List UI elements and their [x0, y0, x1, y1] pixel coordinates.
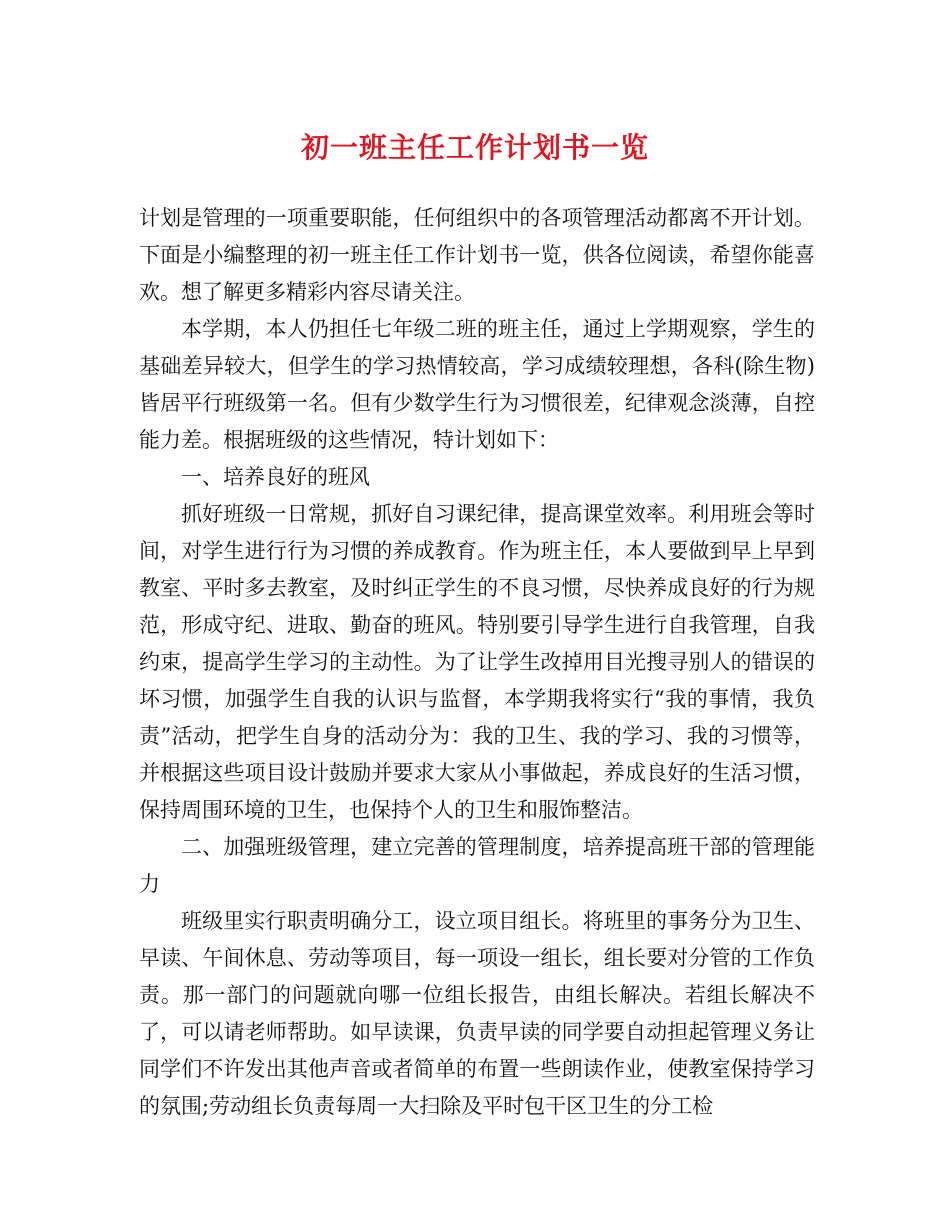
section-heading-1: 一、培养良好的班风 — [181, 465, 370, 489]
body-paragraph: 班级里实行职责明确分工，设立项目组长。将班里的事务分为卫生、早读、午间休息、劳动等项目，每一项设一组长，组长要对分管的工作负责。那一部门的问题就向哪一位组长报告，由组长解决。若组长解决不了，可以请老师帮助。如早读课，负责早读的同学要自动担起管理义务让同学们不许发出其他声音或者简单的布置一些朗读作业，使教室保持学习的氛围;劳动组长负责每周一大扫除及平时包干区卫生的分工检 — [139, 909, 815, 1118]
document-body — [139, 200, 815, 1125]
page-title: 初一班主任工作计划书一览 — [300, 131, 649, 164]
intro-paragraph: 计划是管理的一项重要职能，任何组织中的各项管理活动都离不开计划。下面是小编整理的初一班主任工作计划书一览，供各位阅读，希望你能喜欢。想了解更多精彩内容尽请关注。 — [139, 206, 815, 304]
section-heading-2: 二、加强班级管理，建立完善的管理制度，培养提高班干部的管理能力 — [139, 835, 815, 896]
body-paragraph: 本学期，本人仍担任七年级二班的班主任，通过上学期观察，学生的基础差异较大，但学生的学习热情较高，学习成绩较理想，各科(除生物)皆居平行班级第一名。但有少数学生行为习惯很差，纪律观念淡薄，自控能力差。根据班级的这些情况，特计划如下： — [139, 317, 815, 452]
body-paragraph: 抓好班级一日常规，抓好自习课纪律，提高课堂效率。利用班会等时间，对学生进行行为习惯的养成教育。作为班主任，本人要做到早上早到教室、平时多去教室，及时纠正学生的不良习惯，尽快养成良好的行为规范，形成守纪、进取、勤奋的班风。特别要引导学生进行自我管理，自我约束，提高学生学习的主动性。为了让学生改掉用目光搜寻别人的错误的坏习惯，加强学生自我的认识与监督，本学期我将实行“我的事情，我负责”活动，把学生自身的活动分为：我的卫生、我的学习、我的习惯等，并根据这些项目设计鼓励并要求大家从小事做起，养成良好的生活习惯，保持周围环境的卫生，也保持个人的卫生和服饰整洁。 — [139, 502, 815, 822]
